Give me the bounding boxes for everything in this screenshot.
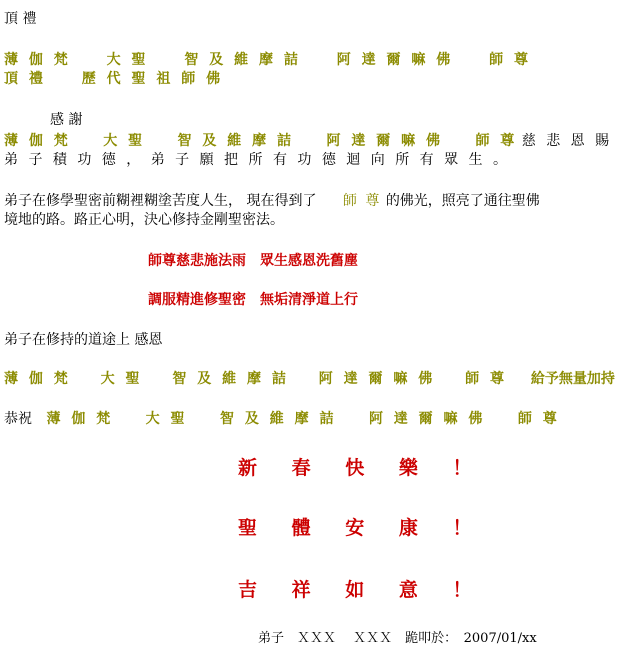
thanks-label: 感 謝: [50, 112, 83, 128]
paragraph-part-2: 的佛光，照亮了通往聖佛: [385, 193, 540, 209]
wish-prefix: 恭祝: [4, 411, 32, 427]
title-buddha: 阿 達 爾 嘛 佛: [336, 52, 454, 68]
thanks-title-bhagavan: 薄 伽 梵: [4, 133, 71, 149]
wish-auspicious: 吉 祥 如 意 ！: [238, 579, 486, 601]
thanks-title-wisdom: 智 及 維 摩 詰: [177, 133, 295, 149]
title-wisdom: 智 及 維 摩 詰: [184, 52, 301, 68]
titles-line: [4, 51, 531, 69]
blessing-title-buddha: 阿 達 爾 嘛 佛: [318, 371, 436, 387]
thanks-title-master: 師 尊: [475, 133, 518, 149]
bow-heading: 頂 禮: [4, 11, 37, 27]
blessing-suffix: 給予無量加持: [530, 371, 615, 387]
wish-new-year: 新 春 快 樂 ！: [238, 457, 486, 479]
blessing-title-bhagavan: 薄 伽 梵: [4, 371, 71, 387]
paragraph-line-1: [4, 192, 540, 210]
wish-line: [4, 410, 560, 428]
blessing-title-great-saint: 大 聖: [100, 371, 143, 387]
thanks-title-buddha: 阿 達 爾 嘛 佛: [326, 133, 443, 149]
wish-title-great-saint: 大 聖: [145, 411, 188, 427]
blessing-title-wisdom: 智 及 維 摩 詰: [172, 371, 289, 387]
verse-line-2: 調服精進修聖密 無垢清淨道上行: [148, 292, 358, 308]
wish-title-wisdom: 智 及 維 摩 詰: [219, 411, 337, 427]
signature-line: 弟子 ＸＸＸ ＸＸＸ 跪叩於： 2007/01/xx: [258, 631, 537, 646]
wish-title-buddha: 阿 達 爾 嘛 佛: [368, 411, 486, 427]
paragraph-line-2: 境地的路。路正心明，決心修持金剛聖密法。: [4, 212, 284, 228]
thanks-title-great-saint: 大 聖: [103, 133, 146, 149]
paragraph-master: 師 尊: [342, 193, 382, 209]
gratitude-intro: 弟子在修持的道途上 感恩: [4, 332, 163, 348]
lineage-masters: 歷 代 聖 祖 師 佛: [81, 71, 224, 87]
thanks-suffix: 慈 悲 恩 賜: [521, 133, 613, 149]
blessing-line: [4, 370, 615, 388]
dedication-line: 弟 子 積 功 德 ， 弟 子 願 把 所 有 功 德 迴 向 所 有 眾 生 。: [4, 152, 511, 168]
verse-line-1: 師尊慈悲施法雨 眾生感恩洗舊塵: [148, 253, 358, 269]
wish-title-bhagavan: 薄 伽 梵: [46, 411, 114, 427]
lineage-bow: 頂 禮: [4, 71, 46, 87]
lineage-line: [4, 70, 223, 88]
wish-health: 聖 體 安 康 ！: [238, 517, 486, 539]
title-master: 師 尊: [489, 52, 531, 68]
blessing-title-master: 師 尊: [465, 371, 507, 387]
paragraph-part-1: 弟子在修學聖密前糊裡糊塗苦度人生， 現在得到了: [4, 193, 317, 209]
thanks-line: [4, 132, 612, 150]
title-bhagavan: 薄 伽 梵: [4, 52, 71, 68]
title-great-saint: 大 聖: [106, 52, 149, 68]
wish-title-master: 師 尊: [517, 411, 560, 427]
